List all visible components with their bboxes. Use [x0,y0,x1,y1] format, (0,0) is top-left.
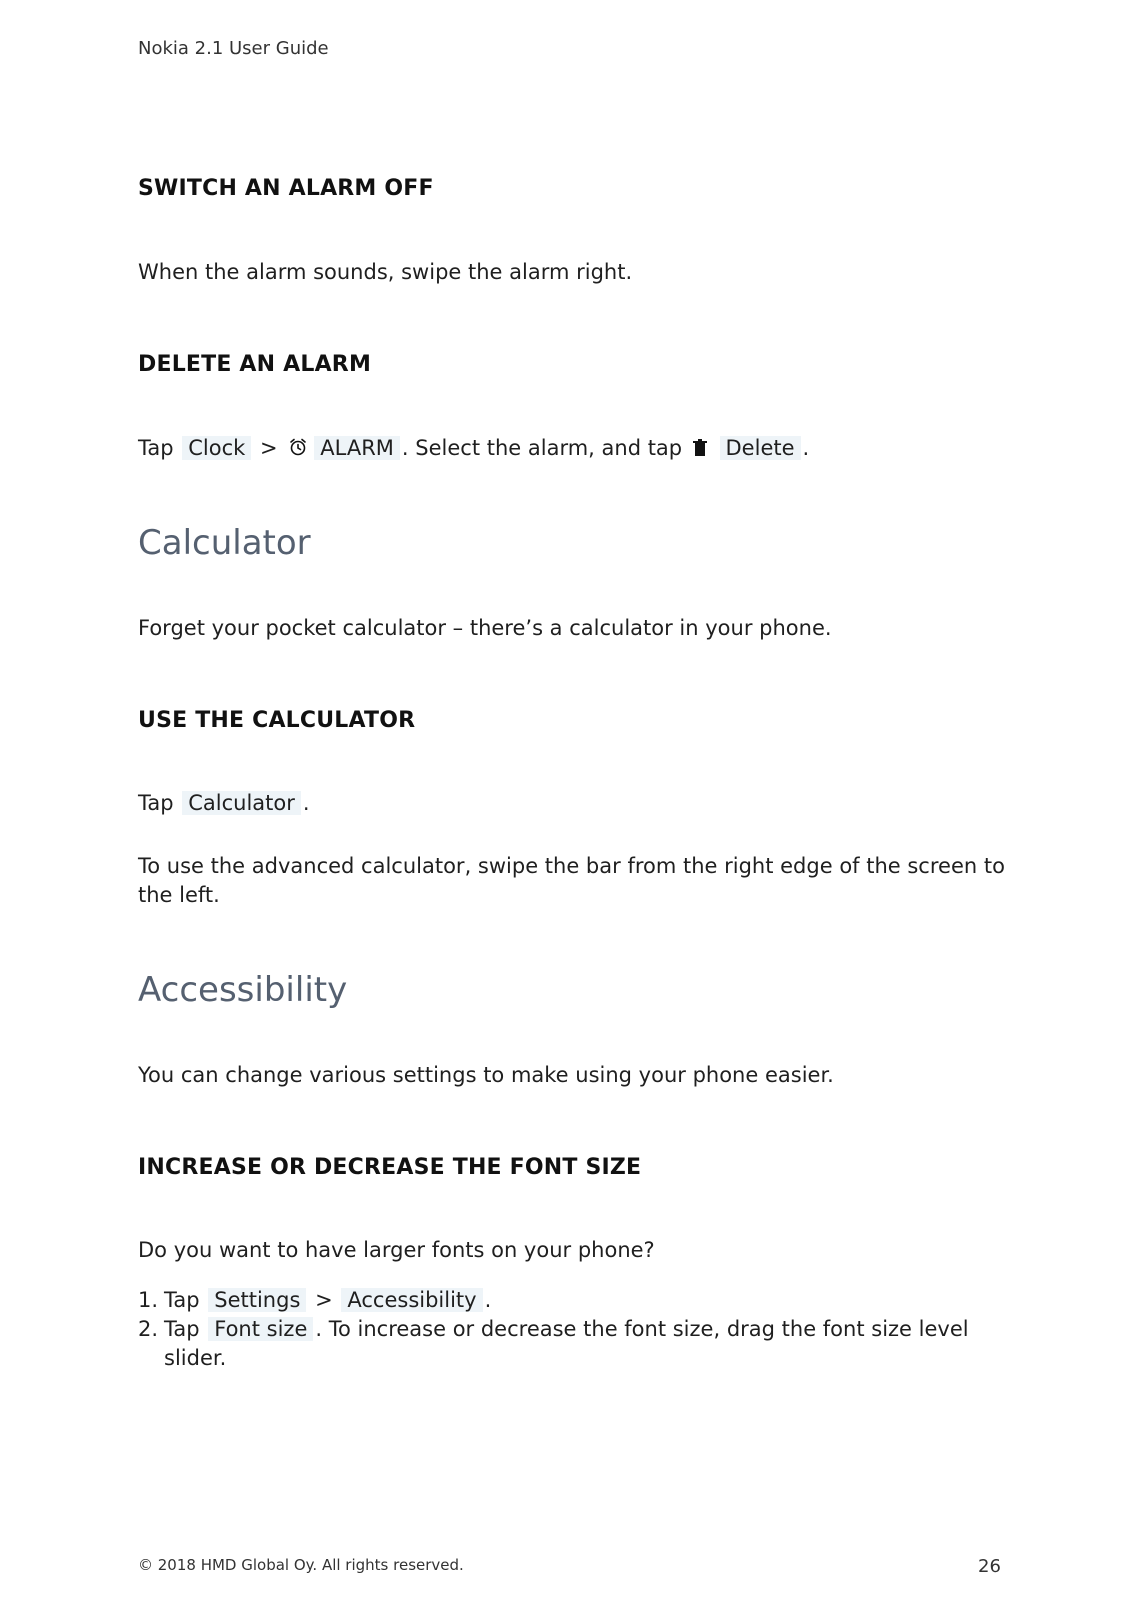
delete-alarm-instruction [138,436,809,462]
delete-alarm-heading: DELETE AN ALARM [138,352,372,377]
period: . [484,1288,492,1312]
calculator-ui-label: Calculator [182,791,301,815]
copyright-footer: © 2018 HMD Global Oy. All rights reserved. [138,1556,464,1574]
font-size-ui-label: Font size [208,1317,313,1341]
delete-ui-label: Delete [720,436,801,460]
tap-word: Tap [138,791,174,815]
use-calculator-instruction [138,791,310,815]
delete-alarm-mid-text: . Select the alarm, and tap [401,436,683,460]
accessibility-intro: You can change various settings to make using your phone easier. [138,1063,834,1087]
period: . [802,436,810,460]
period: . [302,791,310,815]
advanced-calculator-line-2: the left. [138,883,220,907]
use-calculator-heading: USE THE CALCULATOR [138,708,416,733]
alarm-ui-label: ALARM [314,436,400,460]
alarm-clock-icon [288,437,308,462]
step-number: 1. [138,1288,159,1312]
step-number: 2. [138,1317,159,1341]
tap-word: Tap [164,1317,200,1341]
separator: > [315,1288,333,1312]
page-number: 26 [978,1556,1001,1577]
clock-ui-label: Clock [182,436,251,460]
settings-ui-label: Settings [208,1288,306,1312]
step-2-text: . To increase or decrease the font size, drag the font size level [315,1317,969,1341]
step-2-continuation: slider. [164,1346,227,1370]
switch-alarm-off-text: When the alarm sounds, swipe the alarm right. [138,260,633,284]
list-item [138,1317,969,1341]
list-item [138,1288,491,1312]
tap-word: Tap [138,436,174,460]
separator: > [260,436,278,460]
calculator-section-title: Calculator [138,523,311,563]
switch-alarm-off-heading: SWITCH AN ALARM OFF [138,176,434,201]
trash-icon [693,438,707,462]
running-header: Nokia 2.1 User Guide [138,38,329,59]
calculator-intro: Forget your pocket calculator – there’s a calculator in your phone. [138,616,832,640]
font-size-question: Do you want to have larger fonts on your phone? [138,1238,655,1262]
advanced-calculator-line-1: To use the advanced calculator, swipe the bar from the right edge of the screen to [138,854,1005,878]
tap-word: Tap [164,1288,200,1312]
accessibility-section-title: Accessibility [138,970,348,1010]
font-size-heading: INCREASE OR DECREASE THE FONT SIZE [138,1155,642,1180]
accessibility-ui-label: Accessibility [341,1288,482,1312]
